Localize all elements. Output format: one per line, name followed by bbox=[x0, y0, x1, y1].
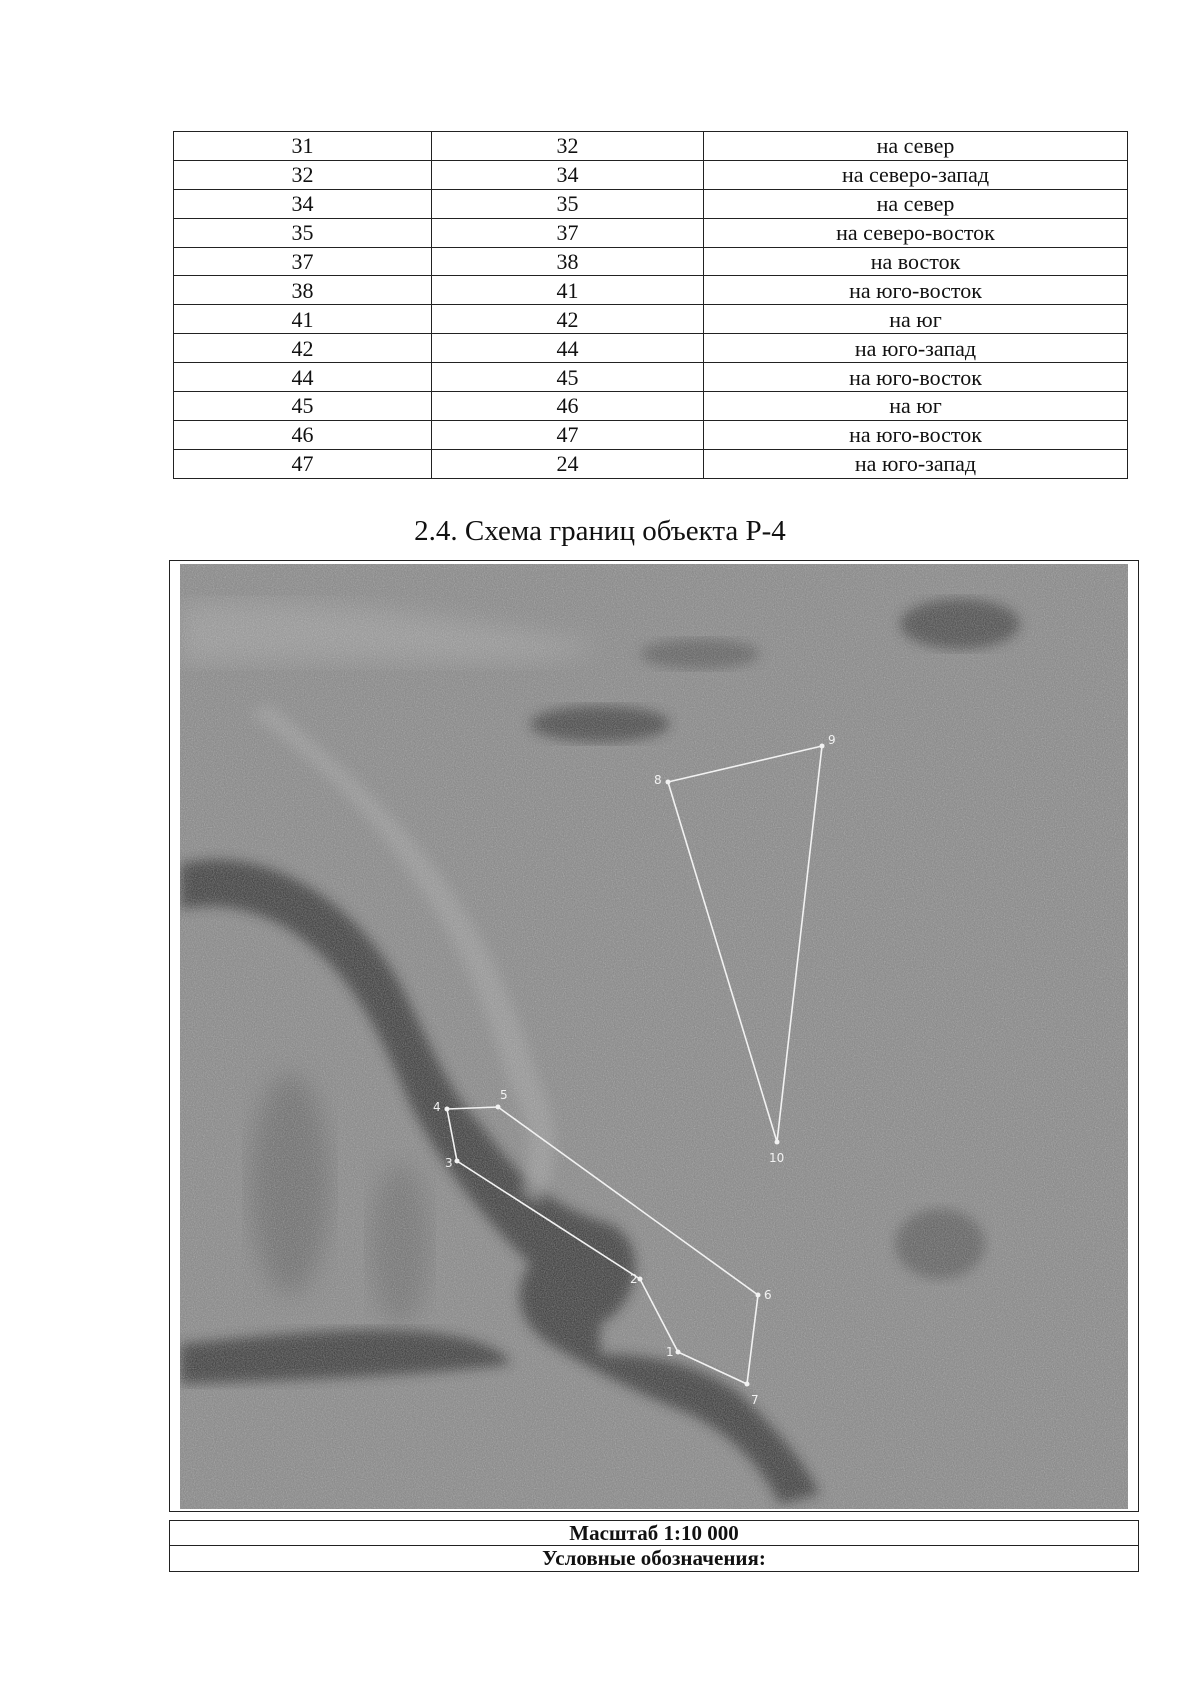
from-point-cell: 45 bbox=[174, 392, 432, 421]
from-point-cell: 38 bbox=[174, 276, 432, 305]
from-point-cell: 44 bbox=[174, 363, 432, 392]
boundary-point-label: 8 bbox=[654, 773, 662, 787]
boundary-point-marker bbox=[638, 1277, 643, 1282]
boundary-description-table bbox=[173, 131, 1128, 479]
direction-cell: на юго-восток bbox=[704, 276, 1128, 305]
table-row bbox=[174, 334, 1128, 363]
direction-cell: на юг bbox=[704, 305, 1128, 334]
boundary-point-marker bbox=[820, 744, 825, 749]
table-row bbox=[174, 218, 1128, 247]
map-scale: Масштаб 1:10 000 bbox=[169, 1520, 1139, 1546]
direction-cell: на юг bbox=[704, 392, 1128, 421]
map-legend-title: Условные обозначения: bbox=[169, 1545, 1139, 1572]
direction-cell: на восток bbox=[704, 247, 1128, 276]
to-point-cell: 47 bbox=[432, 420, 704, 449]
boundary-point-label: 3 bbox=[445, 1156, 453, 1170]
table-row bbox=[174, 189, 1128, 218]
from-point-cell: 31 bbox=[174, 132, 432, 161]
boundary-point-marker bbox=[756, 1293, 761, 1298]
to-point-cell: 41 bbox=[432, 276, 704, 305]
boundary-point-label: 4 bbox=[433, 1100, 441, 1114]
table-row bbox=[174, 276, 1128, 305]
table-row bbox=[174, 449, 1128, 478]
table-row bbox=[174, 363, 1128, 392]
boundary-point-marker bbox=[676, 1350, 681, 1355]
direction-cell: на юго-восток bbox=[704, 420, 1128, 449]
table-row bbox=[174, 247, 1128, 276]
to-point-cell: 44 bbox=[432, 334, 704, 363]
table-row bbox=[174, 420, 1128, 449]
boundary-point-label: 1 bbox=[666, 1345, 674, 1359]
boundary-point-marker bbox=[775, 1140, 780, 1145]
boundary-point-label: 2 bbox=[630, 1272, 638, 1286]
direction-cell: на северо-запад bbox=[704, 160, 1128, 189]
section-title: 2.4. Схема границ объекта Р-4 bbox=[414, 515, 786, 547]
boundary-point-marker bbox=[666, 780, 671, 785]
from-point-cell: 34 bbox=[174, 189, 432, 218]
to-point-cell: 42 bbox=[432, 305, 704, 334]
direction-cell: на север bbox=[704, 189, 1128, 218]
boundary-point-label: 7 bbox=[751, 1393, 759, 1407]
table-row bbox=[174, 160, 1128, 189]
to-point-cell: 38 bbox=[432, 247, 704, 276]
table-row bbox=[174, 132, 1128, 161]
boundary-point-marker bbox=[445, 1107, 450, 1112]
to-point-cell: 37 bbox=[432, 218, 704, 247]
to-point-cell: 34 bbox=[432, 160, 704, 189]
to-point-cell: 46 bbox=[432, 392, 704, 421]
boundary-point-label: 5 bbox=[500, 1088, 508, 1102]
grain-overlay bbox=[180, 564, 1128, 1509]
from-point-cell: 35 bbox=[174, 218, 432, 247]
boundary-point-marker bbox=[455, 1159, 460, 1164]
aerial-map-image bbox=[180, 564, 1128, 1509]
direction-cell: на юго-запад bbox=[704, 449, 1128, 478]
to-point-cell: 32 bbox=[432, 132, 704, 161]
boundary-point-marker bbox=[745, 1382, 750, 1387]
from-point-cell: 32 bbox=[174, 160, 432, 189]
direction-cell: на юго-восток bbox=[704, 363, 1128, 392]
direction-cell: на север bbox=[704, 132, 1128, 161]
table-row bbox=[174, 305, 1128, 334]
to-point-cell: 24 bbox=[432, 449, 704, 478]
boundary-point-label: 10 bbox=[769, 1151, 785, 1165]
boundary-point-label: 9 bbox=[828, 733, 836, 747]
map-canvas bbox=[180, 564, 1128, 1509]
from-point-cell: 42 bbox=[174, 334, 432, 363]
table-row bbox=[174, 392, 1128, 421]
from-point-cell: 37 bbox=[174, 247, 432, 276]
direction-cell: на юго-запад bbox=[704, 334, 1128, 363]
to-point-cell: 45 bbox=[432, 363, 704, 392]
map-frame bbox=[169, 560, 1139, 1512]
from-point-cell: 41 bbox=[174, 305, 432, 334]
direction-cell: на северо-восток bbox=[704, 218, 1128, 247]
boundary-point-label: 6 bbox=[764, 1288, 772, 1302]
boundary-point-marker bbox=[496, 1105, 501, 1110]
to-point-cell: 35 bbox=[432, 189, 704, 218]
from-point-cell: 46 bbox=[174, 420, 432, 449]
from-point-cell: 47 bbox=[174, 449, 432, 478]
